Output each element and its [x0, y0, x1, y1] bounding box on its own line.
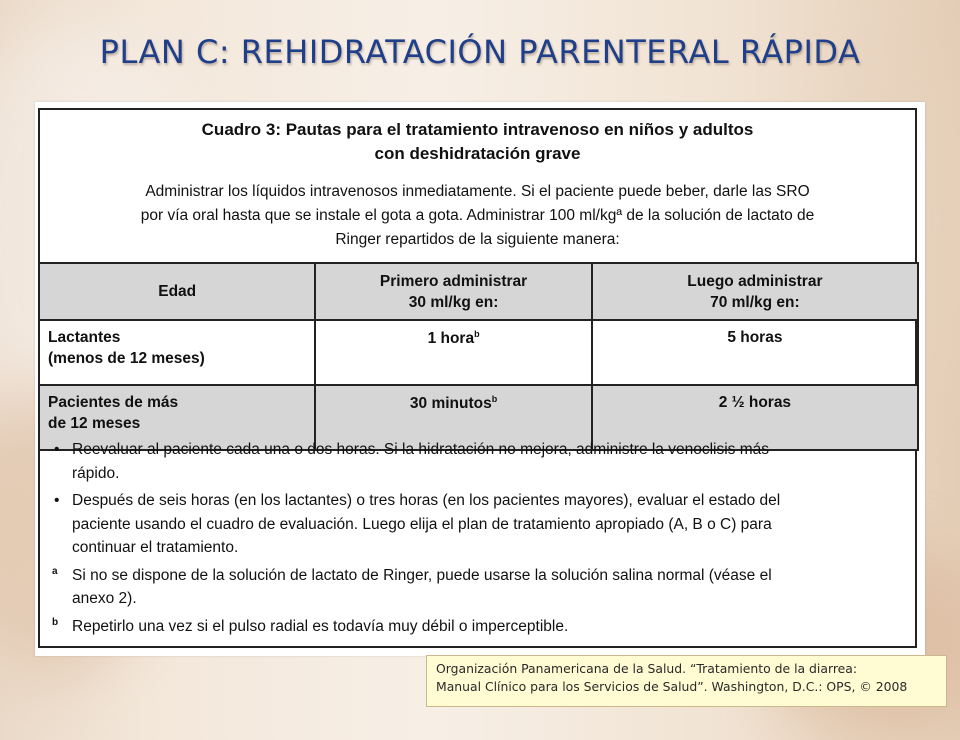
citation-box: [426, 655, 947, 707]
bullet-line: continuar el tratamiento.: [72, 539, 239, 556]
bullet-item: [48, 438, 895, 485]
footnote-ref: b: [491, 394, 498, 404]
header-label: Primero administrar: [379, 272, 528, 290]
header-label: Edad: [158, 283, 197, 300]
scanned-table-image: [35, 102, 925, 656]
bullet-line: rápido.: [72, 464, 120, 482]
first-dose-time: 30 minutos: [409, 395, 492, 412]
header-age: [39, 263, 315, 320]
cuadro-frame: [38, 108, 917, 648]
header-sublabel: 70 ml/kg en:: [710, 293, 800, 311]
first-dose-time: 1 hora: [427, 330, 475, 347]
cuadro-caption-line1: Cuadro 3: Pautas para el tratamiento intravenoso en niños y adultos: [201, 120, 754, 139]
intro-line: Ringer repartidos de la siguiente manera:: [335, 231, 620, 248]
age-sublabel: de 12 meses: [48, 415, 141, 432]
footnote-item: [48, 564, 895, 611]
bullet-line: Reevaluar al paciente cada una o dos horas. Si la hidratación no mejora, administre la venoclisis más: [72, 441, 770, 458]
cell-age: [39, 320, 315, 385]
footnote-marker: b: [52, 616, 59, 628]
bullet-item: [48, 489, 895, 560]
bullet-line: paciente usando el cuadro de evaluación. Luego elija el plan de tratamiento apropiado (A, B o C) para: [72, 515, 772, 533]
footnote-line: Si no se dispone de la solución de lactato de Ringer, puede usarse la solución salina normal (véase el: [72, 566, 772, 584]
cuadro-caption-line2: con deshidratación grave: [374, 144, 581, 163]
citation-line: Manual Clínico para los Servicios de Salud”. Washington, D.C.: OPS, © 2008: [436, 679, 908, 694]
dosage-table: [38, 262, 919, 451]
age-sublabel: (menos de 12 meses): [48, 350, 205, 367]
slide-title: PLAN C: REHIDRATACIÓN PARENTERAL RÁPIDA: [99, 33, 861, 71]
bullet-marker: •: [54, 441, 60, 458]
intro-line: Administrar los líquidos intravenosos inmediatamente. Si el paciente puede beber, darle las SRO: [145, 183, 810, 200]
footnote-item: [48, 615, 895, 639]
footnote-line: Repetirlo una vez si el pulso radial es todavía muy débil o imperceptible.: [72, 617, 569, 635]
citation-line: Organización Panamericana de la Salud. “Tratamiento de la diarrea:: [436, 661, 858, 676]
header-then: [592, 263, 918, 320]
notes-section: [48, 438, 895, 638]
table-header-row: [39, 263, 918, 320]
intro-paragraph: [64, 180, 891, 252]
intro-line: por vía oral hasta que se instale el gota a gota. Administrar 100 ml/kgª de la solución de lactato de: [140, 207, 815, 224]
header-sublabel: 30 ml/kg en:: [408, 293, 499, 311]
header-first: [315, 263, 591, 320]
then-dose-time: 5 horas: [727, 329, 783, 346]
then-dose-time: 2 ½ horas: [718, 394, 792, 411]
bullet-line: Después de seis horas (en los lactantes) o tres horas (en los pacientes mayores), evaluar el estado del: [72, 492, 781, 509]
footnote-ref: b: [474, 329, 480, 339]
cell-then: [592, 320, 918, 385]
footnote-line: anexo 2).: [72, 590, 137, 607]
footnote-marker: a: [52, 565, 58, 577]
age-label: Pacientes de más: [48, 394, 179, 411]
cell-first: [315, 320, 591, 385]
bullet-marker: •: [54, 492, 60, 509]
header-label: Luego administrar: [687, 272, 823, 290]
age-label: Lactantes: [48, 329, 121, 346]
table-row: [39, 320, 918, 385]
